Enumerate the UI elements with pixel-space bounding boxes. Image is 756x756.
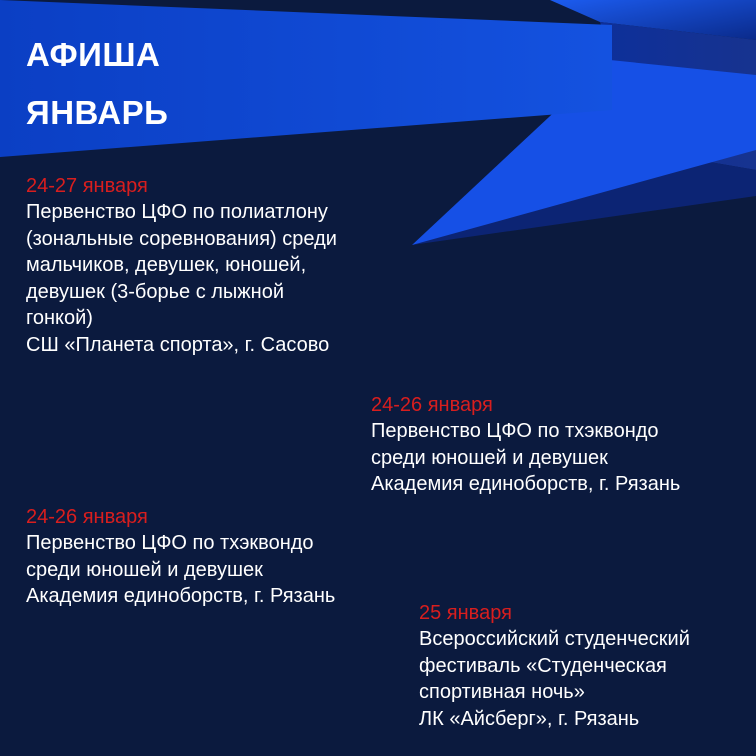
event-date: 24-26 января <box>26 506 148 528</box>
event-title-line: Первенство ЦФО по тхэквондо <box>371 420 659 442</box>
banner-main <box>0 0 612 157</box>
event-card-1 <box>26 173 337 358</box>
event-title-line: девушек (3-борье с лыжной <box>26 280 285 303</box>
event-card-4 <box>419 600 690 732</box>
event-card-3 <box>26 504 335 610</box>
event-date: 24-27 января <box>26 175 148 197</box>
event-title-line: (зональные соревнования) среди <box>26 227 337 250</box>
event-title-line: гонкой) <box>26 307 93 329</box>
event-title-line: мальчиков, девушек, юношей, <box>26 254 307 276</box>
event-venue: Академия единоборств, г. Рязань <box>371 473 681 495</box>
event-venue: Академия единоборств, г. Рязань <box>26 585 336 607</box>
event-title-line: спортивная ночь» <box>419 681 585 703</box>
event-title-line: Всероссийский студенческий <box>419 628 690 650</box>
event-date: 24-26 января <box>371 394 493 416</box>
event-card-2 <box>371 392 680 498</box>
poster-title: АФИША <box>26 36 161 73</box>
event-title-line: Первенство ЦФО по тхэквондо <box>26 532 314 554</box>
event-title-line: фестиваль «Студенческая <box>419 654 667 677</box>
event-title-line: Первенство ЦФО по полиатлону <box>26 201 328 223</box>
event-title-line: среди юношей и девушек <box>371 446 608 469</box>
event-venue: ЛК «Айсберг», г. Рязань <box>419 707 640 730</box>
event-date: 25 января <box>419 602 512 624</box>
poster-month: ЯНВАРЬ <box>26 94 169 131</box>
event-venue: СШ «Планета спорта», г. Сасово <box>26 333 330 356</box>
event-title-line: среди юношей и девушек <box>26 558 263 581</box>
